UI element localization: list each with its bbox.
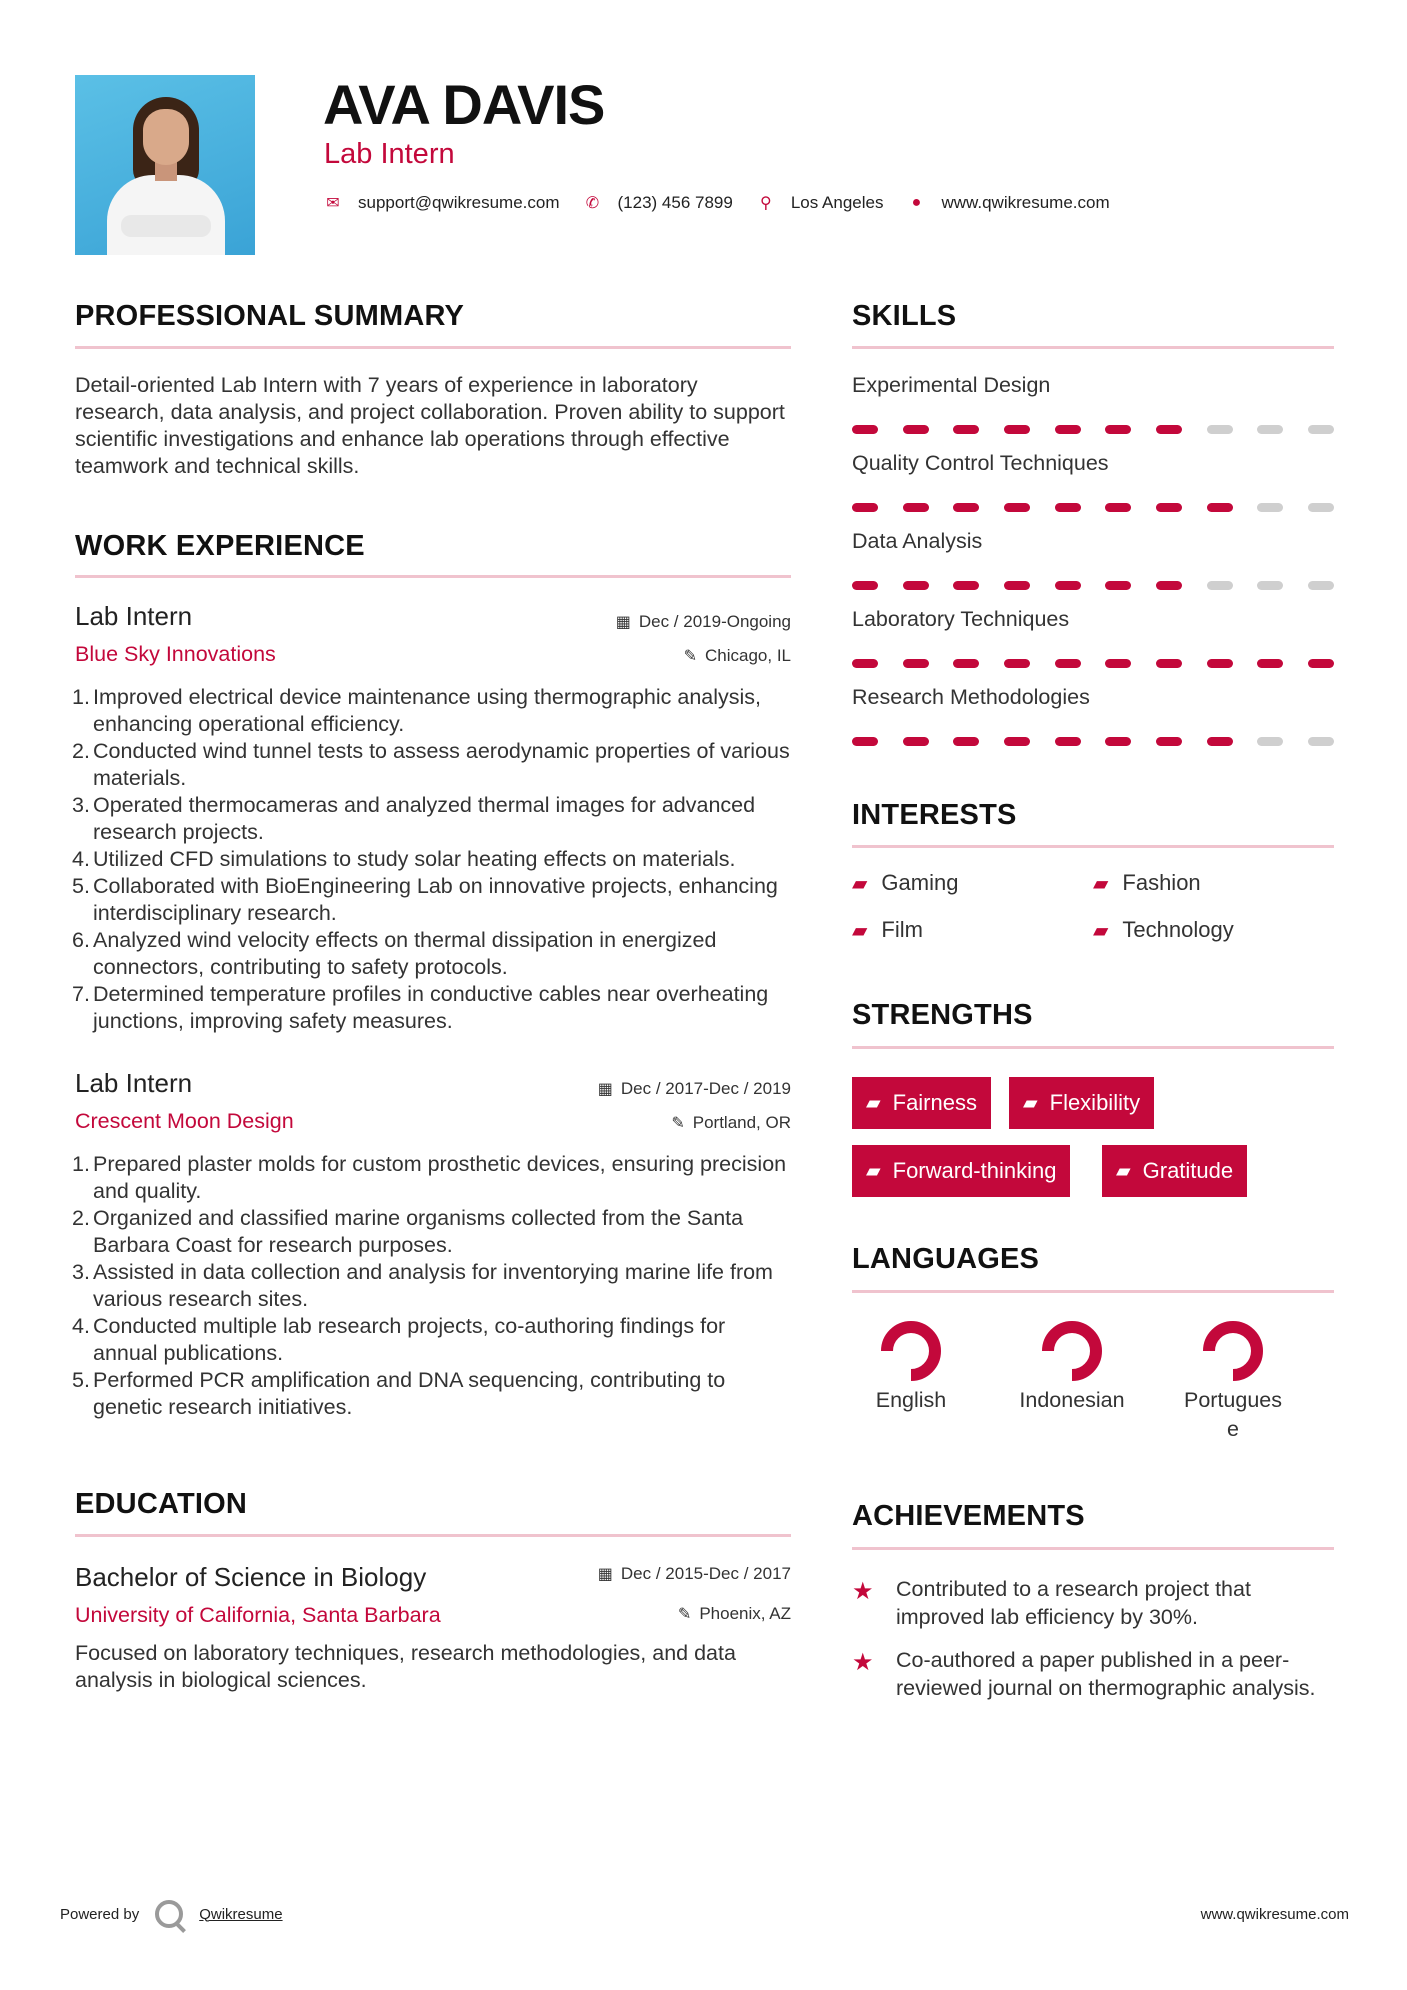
list-item: 5. Performed PCR amplification and DNA sequencing, contributing to genetic research initiatives. <box>72 1368 726 1419</box>
skill-level-bar <box>852 581 1334 590</box>
book-icon: ▰ <box>852 872 868 895</box>
job-1-location: ✎ Chicago, IL <box>683 646 791 665</box>
skill-level-segment <box>1055 503 1081 512</box>
list-item: 7. Determined temperature profiles in conductive cables near overheating junctions, improving safety measures. <box>72 982 769 1033</box>
book-icon: ▰ <box>1093 919 1109 942</box>
education-description: Focused on laboratory techniques, research methodologies, and data analysis in biological sciences. <box>75 1641 736 1692</box>
language-name: Portugues e <box>1183 1388 1282 1441</box>
contact-row <box>324 193 1134 213</box>
job-2-company: Crescent Moon Design <box>75 1109 294 1133</box>
pin-icon: ✎ <box>683 648 697 665</box>
skill-level-segment <box>903 503 929 512</box>
globe-icon: ● <box>911 194 922 211</box>
list-item: 4. Conducted multiple lab research projects, co-authoring findings for annual publications. <box>72 1314 726 1365</box>
education-school: University of California, Santa Barbara <box>75 1603 441 1627</box>
footer-powered-by: Powered by Qwikresume <box>60 1900 283 1928</box>
footer-url[interactable]: www.qwikresume.com <box>1200 1906 1349 1923</box>
experience-heading: WORK EXPERIENCE <box>75 530 365 562</box>
skill-level-segment <box>1257 737 1283 746</box>
language-level-ring <box>880 1320 942 1382</box>
list-item: 2. Conducted wind tunnel tests to assess aerodynamic properties of various materials. <box>72 739 790 790</box>
skill-level-bar <box>852 737 1334 746</box>
skill-level-segment <box>953 659 979 668</box>
strength-tag: ▰ Flexibility <box>1009 1077 1154 1129</box>
skill-level-segment <box>1308 659 1334 668</box>
skill-level-segment <box>953 737 979 746</box>
language-level-arc <box>1048 1327 1096 1375</box>
list-item: 3. Operated thermocameras and analyzed thermal images for advanced research projects. <box>72 793 756 844</box>
skill-level-segment <box>1004 503 1030 512</box>
skills-heading: SKILLS <box>852 300 957 332</box>
skill-level-segment <box>953 503 979 512</box>
job-1-dates: ▦ Dec / 2019-Ongoing <box>615 612 791 631</box>
skill-level-segment <box>1207 737 1233 746</box>
profile-photo <box>75 75 255 255</box>
skill-level-segment <box>1105 425 1131 434</box>
list-item: 5. Collaborated with BioEngineering Lab on innovative projects, enhancing interdisciplinary research. <box>72 874 778 925</box>
skill-level-segment <box>1257 503 1283 512</box>
skill-level-segment <box>903 737 929 746</box>
skill-name: Data Analysis <box>852 529 983 553</box>
book-icon: ▰ <box>852 919 868 942</box>
skill-level-segment <box>852 425 878 434</box>
language-item <box>1168 1320 1298 1444</box>
interest-item: ▰ Fashion <box>1093 870 1201 895</box>
skill-level-bar <box>852 659 1334 668</box>
interests-heading: INTERESTS <box>852 799 1017 831</box>
skill-level-segment <box>1308 425 1334 434</box>
skill-level-segment <box>1105 581 1131 590</box>
book-icon: ▰ <box>1093 872 1109 895</box>
interests-divider <box>852 845 1334 848</box>
skill-level-segment <box>1207 503 1233 512</box>
list-item: 1. Improved electrical device maintenance using thermographic analysis, enhancing operational efficiency. <box>72 685 762 736</box>
book-icon: ▰ <box>1116 1160 1131 1182</box>
skill-level-segment <box>1055 737 1081 746</box>
skill-level-segment <box>903 425 929 434</box>
interest-item: ▰ Film <box>852 917 923 942</box>
language-level-arc <box>1209 1327 1257 1375</box>
book-icon: ▰ <box>1023 1092 1038 1114</box>
envelope-icon: ✉ <box>326 195 340 212</box>
language-item <box>1007 1320 1137 1415</box>
skill-level-segment <box>1156 659 1182 668</box>
education-location: ✎ Phoenix, AZ <box>677 1604 791 1623</box>
skill-level-segment <box>1156 581 1182 590</box>
list-item: 4. Utilized CFD simulations to study solar heating effects on materials. <box>72 847 736 871</box>
experience-divider <box>75 575 791 578</box>
skill-level-segment <box>1308 503 1334 512</box>
strength-tag: ▰ Forward-thinking <box>852 1145 1070 1197</box>
education-divider <box>75 1534 791 1537</box>
skill-level-segment <box>1055 425 1081 434</box>
skill-level-segment <box>1004 425 1030 434</box>
skill-level-segment <box>1308 737 1334 746</box>
skill-level-segment <box>1156 503 1182 512</box>
book-icon: ▰ <box>866 1160 881 1182</box>
language-name: English <box>875 1388 947 1412</box>
skill-level-segment <box>1055 659 1081 668</box>
map-pin-icon: ⚲ <box>759 195 772 212</box>
achievement-item: ★ Co-authored a paper published in a peer-reviewed journal on thermographic analysis. <box>852 1648 1316 1700</box>
skill-level-segment <box>1308 581 1334 590</box>
skill-level-segment <box>1105 659 1131 668</box>
skill-level-segment <box>1105 503 1131 512</box>
skill-level-segment <box>1257 659 1283 668</box>
pin-icon: ✎ <box>671 1115 685 1132</box>
language-level-arc <box>887 1327 935 1375</box>
job-1-company: Blue Sky Innovations <box>75 642 276 666</box>
candidate-role: Lab Intern <box>324 138 455 170</box>
job-2-location: ✎ Portland, OR <box>671 1113 791 1132</box>
calendar-icon: ▦ <box>597 1081 613 1098</box>
qwikresume-logo-icon <box>155 1900 183 1928</box>
skill-level-segment <box>1156 737 1182 746</box>
skills-divider <box>852 346 1334 349</box>
job-1-title: Lab Intern <box>75 601 193 631</box>
skill-level-segment <box>852 737 878 746</box>
calendar-icon: ▦ <box>615 614 631 631</box>
interest-item: ▰ Gaming <box>852 870 959 895</box>
skill-level-segment <box>1207 659 1233 668</box>
calendar-icon: ▦ <box>597 1566 613 1583</box>
job-2-title: Lab Intern <box>75 1068 193 1098</box>
skill-level-segment <box>1207 425 1233 434</box>
skill-level-segment <box>1257 425 1283 434</box>
list-item: 6. Analyzed wind velocity effects on thermal dissipation in energized connectors, contributing to safety protocols. <box>72 928 717 979</box>
list-item: 2. Organized and classified marine organisms collected from the Santa Barbara Coast for research purposes. <box>72 1206 744 1257</box>
skill-level-segment <box>1257 581 1283 590</box>
skill-name: Laboratory Techniques <box>852 607 1070 631</box>
achievements-divider <box>852 1547 1334 1550</box>
language-level-ring <box>1041 1320 1103 1382</box>
list-item: 1. Prepared plaster molds for custom prosthetic devices, ensuring precision and quality. <box>72 1152 787 1203</box>
language-name: Indonesian <box>1019 1388 1125 1412</box>
summary-text: Detail-oriented Lab Intern with 7 years of experience in laboratory research, data analysis, and project collaboration. Proven ability to support scientific investigations and enhance lab operations through effective teamwork and technical skills. <box>75 373 785 478</box>
skill-level-segment <box>903 659 929 668</box>
job-1-duties <box>72 684 795 1035</box>
skill-level-bar <box>852 503 1334 512</box>
job-2-duties <box>72 1151 795 1421</box>
skill-level-segment <box>1156 425 1182 434</box>
skill-name: Experimental Design <box>852 373 1051 397</box>
skill-level-segment <box>852 659 878 668</box>
summary-divider <box>75 346 791 349</box>
skill-name: Research Methodologies <box>852 685 1090 709</box>
phone-icon: ✆ <box>585 195 600 212</box>
contact-email[interactable]: ✉ support@qwikresume.com <box>324 193 560 213</box>
skill-level-segment <box>1004 659 1030 668</box>
contact-phone[interactable]: ✆ (123) 456 7899 <box>584 193 733 213</box>
interest-item: ▰ Technology <box>1093 917 1234 942</box>
achievements-heading: ACHIEVEMENTS <box>852 1500 1085 1532</box>
footer-brand-link[interactable]: Qwikresume <box>199 1905 283 1923</box>
education-dates: ▦ Dec / 2015-Dec / 2017 <box>597 1564 791 1583</box>
skill-level-segment <box>1004 737 1030 746</box>
achievement-item: ★ Contributed to a research project that improved lab efficiency by 30%. <box>852 1577 1251 1629</box>
skill-level-segment <box>903 581 929 590</box>
education-degree: Bachelor of Science in Biology <box>75 1562 427 1592</box>
strengths-heading: STRENGTHS <box>852 999 1033 1031</box>
strength-tag: ▰ Gratitude <box>1102 1145 1247 1197</box>
list-item: 3. Assisted in data collection and analysis for inventorying marine life from various research sites. <box>72 1260 773 1311</box>
job-2-dates: ▦ Dec / 2017-Dec / 2019 <box>597 1079 791 1098</box>
pin-icon: ✎ <box>677 1606 692 1623</box>
star-icon: ★ <box>852 1649 874 1676</box>
contact-location: ⚲ Los Angeles <box>757 193 884 213</box>
strengths-divider <box>852 1046 1334 1049</box>
language-item <box>846 1320 976 1415</box>
skill-level-segment <box>852 503 878 512</box>
candidate-name: AVA DAVIS <box>323 73 605 136</box>
contact-website[interactable]: ● www.qwikresume.com <box>907 193 1109 213</box>
strength-tag: ▰ Fairness <box>852 1077 991 1129</box>
star-icon: ★ <box>852 1578 874 1605</box>
skill-name: Quality Control Techniques <box>852 451 1109 475</box>
skill-level-segment <box>1055 581 1081 590</box>
summary-heading: PROFESSIONAL SUMMARY <box>75 300 465 332</box>
skill-level-bar <box>852 425 1334 434</box>
skill-level-segment <box>1004 581 1030 590</box>
skill-level-segment <box>852 581 878 590</box>
languages-heading: LANGUAGES <box>852 1243 1040 1275</box>
languages-divider <box>852 1290 1334 1293</box>
skill-level-segment <box>953 581 979 590</box>
skill-level-segment <box>1207 581 1233 590</box>
book-icon: ▰ <box>866 1092 881 1114</box>
skill-level-segment <box>1105 737 1131 746</box>
skill-level-segment <box>953 425 979 434</box>
language-level-ring <box>1202 1320 1264 1382</box>
education-heading: EDUCATION <box>75 1488 248 1520</box>
